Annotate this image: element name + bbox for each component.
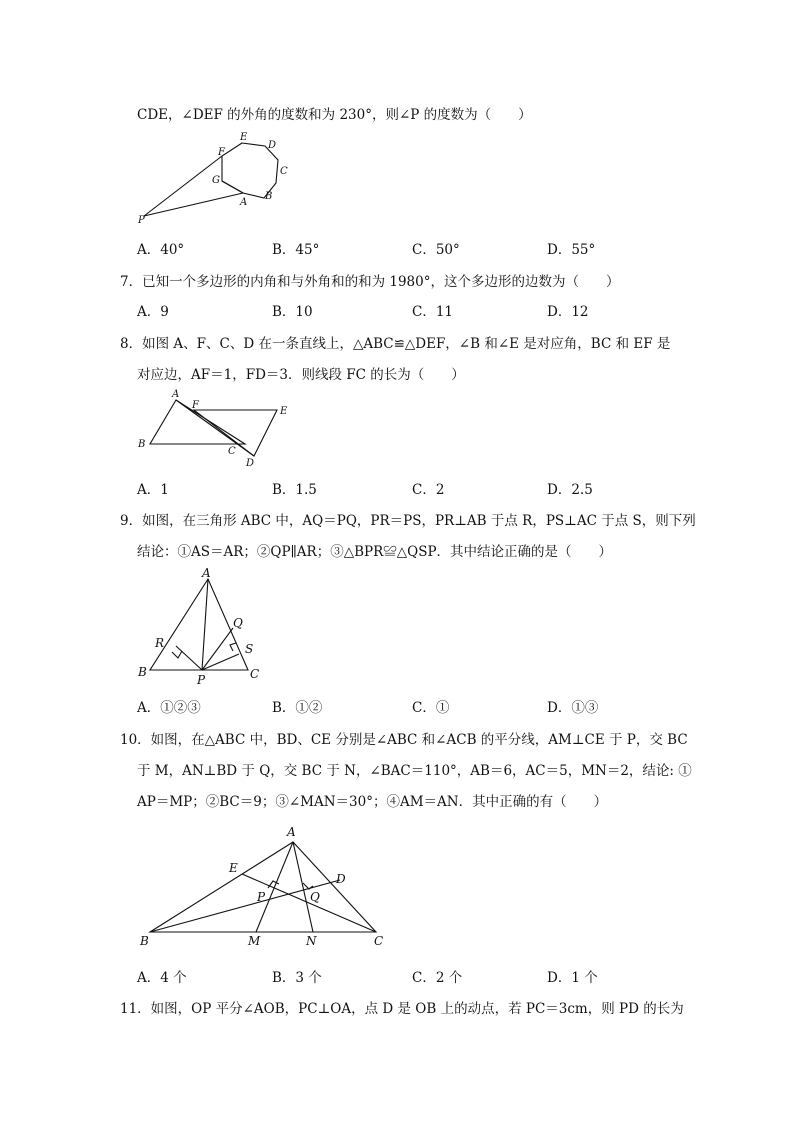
q8-option-a: A．1 [137, 482, 169, 498]
q8-label-E: E [280, 406, 288, 417]
q10-label-Q: Q [310, 890, 320, 904]
q10-option-a: A．4 个 [137, 970, 187, 986]
q6-text: CDE，∠DEF 的外角的度数和为 230°，则∠P 的度数为（ ） [137, 107, 532, 123]
q8-label-A: A [172, 389, 180, 400]
q8-options [0, 478, 794, 498]
q10-option-c: C．2 个 [412, 970, 463, 986]
q10-label-B: B [140, 934, 149, 948]
q7-options [0, 300, 794, 320]
q9-label-A: A [202, 566, 211, 580]
q10-label-D: D [336, 872, 346, 886]
q8-figure [130, 388, 300, 468]
q7-option-c: C．11 [412, 304, 454, 320]
q9-label-Q: Q [233, 616, 243, 630]
q8-label-C: C [228, 446, 236, 457]
q9-label-P: P [197, 673, 206, 687]
q6-label-A: A [240, 197, 248, 208]
q10-label-E: E [229, 861, 238, 875]
q10-options [0, 966, 794, 986]
q6-options [0, 238, 794, 258]
q9-option-a: A．①②③ [137, 700, 201, 716]
q8-option-c: C．2 [412, 482, 445, 498]
q6-label-E: E [240, 132, 248, 143]
q9-text-line1: 9．如图，在三角形 ABC 中，AQ＝PQ，PR＝PS，PR⊥AB 于点 R，PS⊥AC 于点 S，则下列 [120, 513, 696, 529]
q9-label-S: S [245, 642, 254, 656]
q6-label-G: G [212, 175, 220, 186]
q8-option-d: D．2.5 [547, 482, 593, 498]
q10-label-C: C [374, 934, 384, 948]
q6-label-P: P [138, 215, 145, 226]
q8-text-line2: 对应边，AF＝1，FD＝3．则线段 FC 的长为（ ） [137, 367, 465, 383]
q9-figure [130, 565, 270, 685]
q6-option-a: A．40° [137, 242, 185, 258]
q7-option-d: D．12 [547, 304, 589, 320]
q7-option-a: A．9 [137, 304, 169, 320]
q7-option-b: B．10 [272, 304, 313, 320]
q10-figure [130, 820, 400, 960]
q6-option-d: D．55° [547, 242, 596, 258]
q6-label-C: C [280, 166, 288, 177]
q9-label-R: R [155, 636, 165, 650]
q10-label-N: N [306, 934, 317, 948]
q9-label-B: B [138, 665, 147, 679]
q9-option-d: D．①③ [547, 700, 599, 716]
q10-text-line1: 10．如图，在△ABC 中，BD、CE 分别是∠ABC 和∠ACB 的平分线，AM⊥CE 于 P，交 BC [120, 732, 688, 748]
q7-text: 7．已知一个多边形的内角和与外角和的和为 1980°，这个多边形的边数为（ ） [120, 274, 620, 290]
q10-text-line2: 于 M，AN⊥BD 于 Q，交 BC 于 N，∠BAC＝110°，AB＝6，AC＝5，MN＝2，结论: ① [137, 763, 692, 779]
q10-text-line3: AP＝MP；②BC＝9；③∠MAN＝30°；④AM＝AN．其中正确的有（ ） [137, 794, 608, 810]
q8-label-B: B [138, 439, 146, 450]
q8-option-b: B．1.5 [272, 482, 317, 498]
q10-label-P: P [257, 890, 266, 904]
q9-option-b: B．①② [272, 700, 323, 716]
q8-label-D: D [246, 458, 255, 469]
q10-option-d: D．1 个 [547, 970, 598, 986]
q10-label-M: M [248, 934, 261, 948]
q9-option-c: C．① [412, 700, 450, 716]
q6-label-F: F [218, 147, 225, 158]
q6-option-b: B．45° [272, 242, 320, 258]
q9-label-C: C [250, 667, 260, 681]
q6-option-c: C．50° [412, 242, 460, 258]
q8-text-line1: 8．如图 A、F、C、D 在一条直线上，△ABC≌△DEF，∠B 和∠E 是对应角，BC 和 EF 是 [120, 336, 671, 352]
q8-label-F: F [192, 400, 199, 411]
q9-text-line2: 结论：①AS＝AR；②QP∥AR；③△BPR≌△QSP．其中结论正确的是（ ） [137, 544, 613, 560]
q10-label-A: A [287, 825, 296, 839]
q6-figure [130, 128, 300, 228]
q6-label-D: D [268, 140, 277, 151]
q10-option-b: B．3 个 [272, 970, 322, 986]
q6-label-B: B [265, 191, 273, 202]
q9-options [0, 696, 794, 716]
q11-text-line1: 11．如图，OP 平分∠AOB，PC⊥OA，点 D 是 OB 上的动点，若 PC＝3cm，则 PD 的长为 [120, 1001, 684, 1017]
